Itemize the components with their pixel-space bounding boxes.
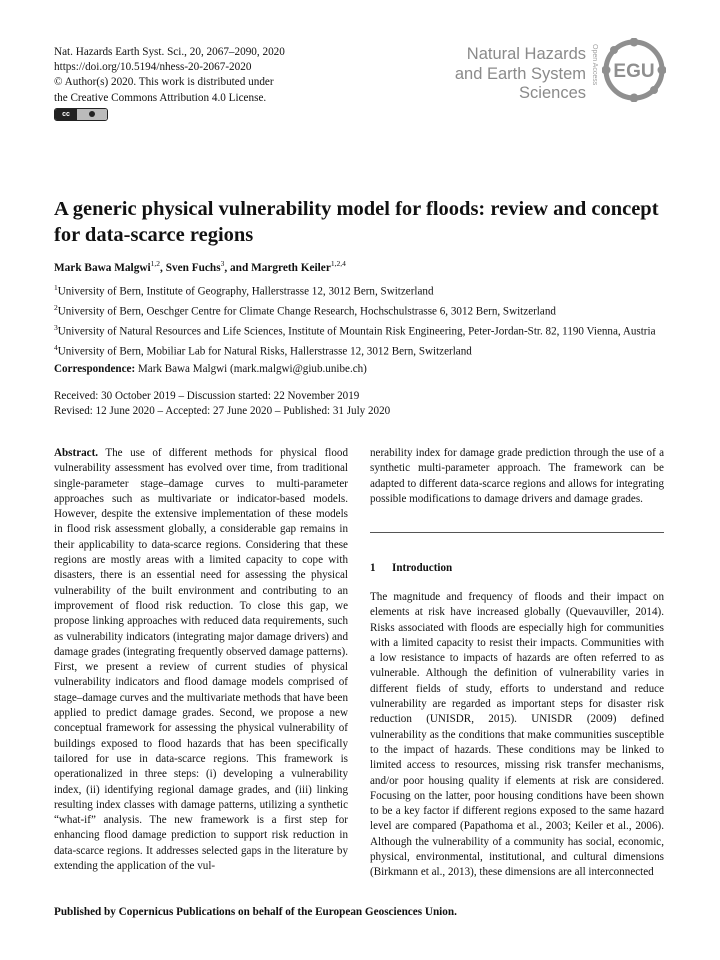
affiliation-item: $^1$University of Bern, Institute of Geography, Hallerstrasse 12, 3012 Bern, Switzerland xyxy=(54,283,434,298)
doi-link[interactable]: https://doi.org/10.5194/nhess-20-2067-2020 xyxy=(54,61,252,74)
affiliation-list xyxy=(54,280,674,360)
affiliation-item: $^4$University of Bern, Mobiliar Lab for Natural Risks, Hallerstrasse 12, 3012 Bern, Switzerland xyxy=(54,342,472,358)
section-number: 1 xyxy=(370,562,376,574)
open-access-label: Open Access xyxy=(591,44,598,86)
author-affil-sup: 1,2,4 xyxy=(330,259,346,268)
article-metadata xyxy=(54,45,285,121)
egu-logo-icon xyxy=(602,38,666,102)
by-icon xyxy=(77,109,107,120)
journal-name-line-2: and Earth System xyxy=(454,64,586,83)
correspondence xyxy=(54,363,367,375)
abstract-heading: Abstract. xyxy=(54,447,99,459)
author-name: Sven Fuchs xyxy=(165,261,221,274)
publication-dates xyxy=(54,389,390,420)
citation: Nat. Hazards Earth Syst. Sci., 20, 2067–2090, 2020 xyxy=(54,46,285,58)
journal-name-line-3: Sciences xyxy=(519,84,586,102)
correspondence-label: Correspondence: xyxy=(54,363,136,375)
author-list: Mark Bawa Malgwi$^{1,2}$, Sven Fuchs$^3$, and Margreth Keiler$^{1,2,4}$ xyxy=(54,259,346,274)
publisher-footer: Published by Copernicus Publications on behalf of the European Geosciences Union. xyxy=(54,906,457,918)
dates-line-1: Received: 30 October 2019 – Discussion started: 22 November 2019 xyxy=(54,390,360,402)
author-name: Mark Bawa Malgwi xyxy=(54,261,151,274)
abstract-text: The use of different methods for physical flood vulnerability assessment has evolved over time, from traditional single-parameter stage–damage curves to multi-parameter approaches such as multivariate or indicator-based models. However, despite the extensive implementation of these models in flood risk assessment globally, a considerable gap remains in their applicability to data-scarce regions. Considering that these regions are mostly areas with a limited capacity to cope with disasters, there is an essential need for assessing the physical vulnerability of the built environment and contributing to an improvement of flood risk reduction. To close this gap, we propose linking approaches with reduced data requirements, such as vulnerability indicators (integrating major damage drivers) and damage grades (integrating frequently observed damage patterns). First, we present a review of current studies of physical vulnerability indicators and flood damage models comprised of stage–damage curves and the multivariate methods that have been applied to predict damage grades. Second, we propose a new conceptual framework for assessing the physical vulnerability of buildings exposed to flood hazards that has been specifically tailored for use in data-scarce regions. This framework is operationalized in three steps: (i) developing a vulnerability index, (ii) identifying regional damage grades, and (iii) linking resulting index classes with damage patterns, utilizing a synthetic “what-if” analysis. The new framework is a first step for enhancing flood damage prediction to support risk reduction in data-scarce regions. It addresses selected gaps in the literature by extending the application of the vul- xyxy=(54,447,348,873)
section-heading xyxy=(370,562,452,574)
egu-logo-text: EGU xyxy=(613,61,655,82)
author-name: Margreth Keiler xyxy=(251,261,331,274)
cc-by-license-icon[interactable] xyxy=(54,108,108,121)
abstract-column-left xyxy=(54,446,348,874)
journal-name xyxy=(455,45,586,104)
introduction-text: The magnitude and frequency of floods and their impact on elements at risk have increased globally (Quevauviller, 2014). Risks associated with floods are especially high for communities with a limited capacity to resist their impacts. Communities with a low resistance to impacts of hazards are often referred to as vulnerable. Although the definition of vulnerability varies in different fields of study, efforts to understand and reduce vulnerability are regarded as important steps for disaster risk reduction (UNISDR, 2015). UNISDR (2009) defined vulnerability as the conditions that make communities susceptible to the impact of hazards. These conditions may be linked to limited access to resources, missing risk transfer mechanisms, and/or poor housing quality if elements at risk are considered. Focusing on the latter, poor housing conditions have been shown to be a key factor if different regions exposed to the same hazard level are compared (Papathoma et al., 2003; Keiler et al., 2006). Although the vulnerability of a community has social, economic, physical, environmental, institutional, and cultural dimensions (Birkmann et al., 2013), these dimensions are all interconnected xyxy=(370,591,664,879)
section-divider xyxy=(370,532,664,533)
section-title: Introduction xyxy=(392,562,453,574)
license-line: the Creative Commons Attribution 4.0 License. xyxy=(54,91,267,104)
affiliation-item: $^2$University of Bern, Oeschger Centre for Climate Change Research, Hochschulstrasse 6, 3012 Bern, Switzerland xyxy=(54,302,556,318)
affiliation-item: $^3$University of Natural Resources and Life Sciences, Institute of Mountain Risk Engineering, Peter-Jordan-Str. 82, 1190 Vienna, Austria xyxy=(54,322,656,338)
cc-icon: cc xyxy=(55,109,77,120)
article-title: A generic physical vulnerability model for floods: review and concept for data-scarce regions xyxy=(54,198,659,246)
author-affil-sup: 3 xyxy=(220,259,225,268)
dates-line-2: Revised: 12 June 2020 – Accepted: 27 June 2020 – Published: 31 July 2020 xyxy=(54,405,391,418)
copyright-line: © Author(s) 2020. This work is distributed under xyxy=(54,76,274,89)
author-affil-sup: 1,2 xyxy=(150,259,161,268)
abstract-column-right: nerability index for damage grade prediction through the use of a synthetic multi-parameter approach. The framework can be adapted to different data-scarce regions and allows for integrating possible modifications to damage drivers and damage grades. xyxy=(370,447,664,505)
journal-name-line-1: Natural Hazards xyxy=(466,45,586,63)
correspondence-email[interactable]: Mark Bawa Malgwi (mark.malgwi@giub.unibe.ch) xyxy=(137,363,367,375)
